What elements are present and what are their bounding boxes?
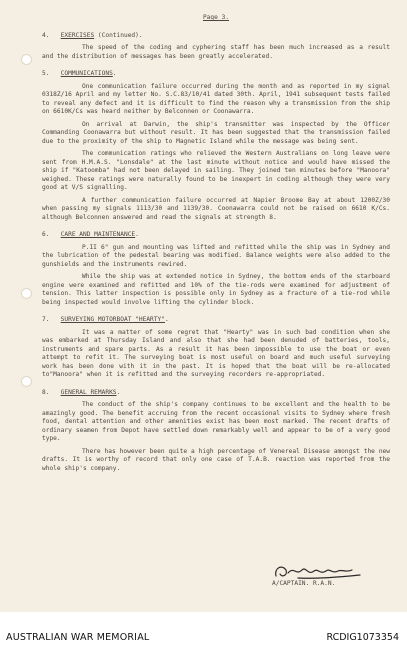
body-paragraph: The speed of the coding and cyphering staff has been much increased as a result and the distribution of messages has been greatly accelerated. bbox=[42, 44, 390, 60]
section-heading bbox=[42, 316, 390, 325]
section-heading bbox=[42, 32, 390, 41]
body-paragraph: On arrival at Darwin, the ship's transmitter was inspected by the Officer Commanding Coonawarra but without result. It has been suggested that the transmission failed due to the proximity of the ship to Magnetic Island while the message was being sent. bbox=[42, 120, 390, 145]
body-paragraph: The communication ratings who relieved the Western Australians on long leave were sent from H.M.A.S. "Lonsdale" at the last minute without notice and would have missed the ship if "Katoomba" had not been delayed in sailing. They joined ten minutes before "Manoora" weighed. These ratings were naturally found to be inexpert in coding although they were very good at V/S signalling. bbox=[42, 150, 390, 191]
signature-block bbox=[268, 560, 378, 587]
section-number: 7. bbox=[42, 316, 50, 323]
section-heading bbox=[42, 231, 390, 240]
section-number: 6. bbox=[42, 231, 50, 238]
section-title-suffix: . bbox=[116, 388, 121, 396]
section-title: SURVEYING MOTORBOAT "HEARTY" bbox=[60, 316, 165, 323]
body-paragraph: P.II 6" gun and mounting was lifted and refitted while the ship was in Sydney and the lubrication of the pedestal bearing was modified. Balance weights were also added to the gunshields and the instruments rewired. bbox=[42, 243, 390, 268]
section-heading bbox=[42, 389, 390, 398]
section-title: GENERAL REMARKS bbox=[60, 388, 117, 396]
section-title-suffix: . bbox=[164, 316, 169, 323]
body-paragraph: It was a matter of some regret that "Hearty" was in such bad condition when she was embarked at Thursday Island and also that she had been denuded of batteries, tools, instruments and spare parts. As a result it has been impossible to use the boat or even attempt to refit it. The surveying boat is most useful on board and much useful surveying work has been done with it in the past. It is hoped that the boat will be re-allocated to"Manoora" when it is refitted and the surveying recorders re-appropriated. bbox=[42, 328, 390, 378]
archive-footer bbox=[0, 612, 407, 654]
section-heading bbox=[42, 70, 390, 79]
body-paragraph: There has however been quite a high percentage of Venereal Disease amongst the new drafts. It is worthy of record that only one case of T.A.B. reaction was reported from the whole ship's company. bbox=[42, 447, 390, 472]
document-body bbox=[42, 14, 390, 477]
page-number: Page 3. bbox=[202, 14, 230, 21]
body-paragraph: A further communication failure occurred at Napier Broome Bay at about 1200Z/30 when passing my signals 1113/30 and 1139/30. Coonawarra could not be raised on 6610 K/Cs. although Belconnen answered and read the signals at strength 8. bbox=[42, 196, 390, 221]
section-number: 5. bbox=[42, 70, 50, 77]
body-paragraph: While the ship was at extended notice in Sydney, the bottom ends of the starboard engine were examined and refitted and 10% of the tie-rods were examined for adjustment of tension. This latter inspection is possible only in Sydney as a fracture of a tie-rod while being inspected would involve lifting the cylinder block. bbox=[42, 273, 390, 306]
section-number: 4. bbox=[42, 31, 50, 39]
section-number: 8. bbox=[42, 388, 50, 396]
section-title-suffix: . bbox=[112, 70, 117, 77]
punch-hole bbox=[21, 288, 32, 299]
footer-record-id: RCDIG1073354 bbox=[326, 632, 399, 643]
signature-caption: A/CAPTAIN. R.A.N. bbox=[272, 580, 336, 587]
section-title-suffix: . bbox=[135, 231, 139, 238]
footer-institution: AUSTRALIAN WAR MEMORIAL bbox=[6, 632, 150, 643]
section-title: CARE AND MAINTENANCE bbox=[60, 231, 136, 238]
body-paragraph: One communication failure occurred during the month and as reported in my signal 0318Z/16 April and my letter No. S.C.83/10/41 dated 30th. April, 1941 subsequent tests failed to reveal any defect and it is difficult to find the reason why a transmission from the ship on 6610K/Cs was heard neither by Belconnen or Coonawarra. bbox=[42, 82, 390, 115]
section-title-suffix: (Continued). bbox=[94, 31, 143, 39]
section-title: COMMUNICATIONS bbox=[60, 70, 113, 77]
section-title: EXERCISES bbox=[60, 31, 95, 39]
body-paragraph: The conduct of the ship's company continues to be excellent and the health to be amazingly good. The benefit accruing from the recent occasional visits to Sydney where fresh food, dental attention and other amenities exist has been most marked. The recent drafts of ordinary seamen from Depot have settled down remarkably well and appear to be of a very good type. bbox=[42, 401, 390, 442]
punch-hole bbox=[21, 54, 32, 65]
punch-hole bbox=[21, 376, 32, 387]
handwritten-signature-icon bbox=[268, 560, 368, 582]
sections-container bbox=[42, 32, 390, 474]
